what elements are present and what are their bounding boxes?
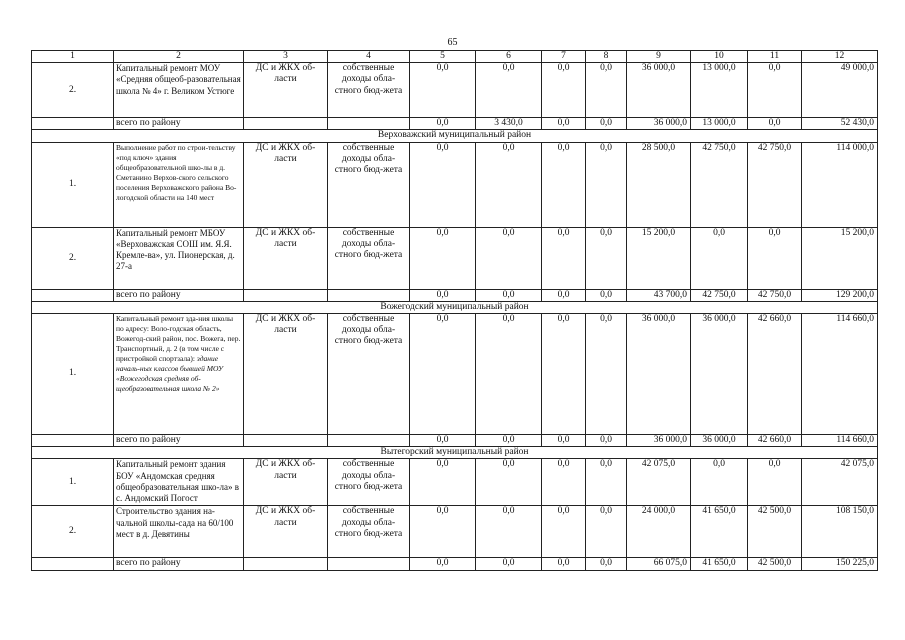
column-number: 2 — [114, 51, 244, 63]
row-number: 1. — [32, 459, 114, 506]
value-cell: 0,0 — [410, 227, 476, 289]
value-cell: 0,0 — [410, 314, 476, 435]
value-cell: 0,0 — [410, 63, 476, 118]
value-cell: 0,0 — [410, 459, 476, 506]
column-number-header-row — [32, 51, 878, 63]
total-value-cell: 41 650,0 — [691, 558, 748, 570]
value-cell: 36 000,0 — [691, 314, 748, 435]
total-value-cell: 0,0 — [410, 558, 476, 570]
column-number: 4 — [328, 51, 410, 63]
value-cell: 114 000,0 — [802, 142, 878, 227]
district-total-row — [32, 558, 878, 570]
value-cell: 42 500,0 — [748, 506, 802, 558]
row-number: 1. — [32, 142, 114, 227]
value-cell: 15 200,0 — [627, 227, 691, 289]
district-header-row — [32, 301, 878, 313]
value-cell: 0,0 — [410, 506, 476, 558]
object-row — [32, 227, 878, 289]
total-value-cell: 36 000,0 — [691, 435, 748, 447]
total-value-cell: 0,0 — [542, 289, 586, 301]
column-number: 3 — [244, 51, 328, 63]
value-cell: 13 000,0 — [691, 63, 748, 118]
total-value-cell: 0,0 — [586, 289, 627, 301]
district-total-row — [32, 435, 878, 447]
total-value-cell: 42 660,0 — [748, 435, 802, 447]
value-cell: 42 075,0 — [802, 459, 878, 506]
empty-cell — [32, 558, 114, 570]
total-value-cell: 0,0 — [586, 118, 627, 130]
total-value-cell: 52 430,0 — [802, 118, 878, 130]
value-cell: 0,0 — [586, 506, 627, 558]
total-value-cell: 114 660,0 — [802, 435, 878, 447]
customer-cell: ДС и ЖКХ об-ласти — [244, 142, 328, 227]
value-cell: 0,0 — [748, 227, 802, 289]
funding-source-cell: собственные доходы обла-стного бюд-жета — [328, 227, 410, 289]
empty-cell — [32, 435, 114, 447]
value-cell: 36 000,0 — [627, 63, 691, 118]
value-cell: 0,0 — [542, 63, 586, 118]
value-cell: 42 660,0 — [748, 314, 802, 435]
total-value-cell: 150 225,0 — [802, 558, 878, 570]
value-cell: 49 000,0 — [802, 63, 878, 118]
budget-table — [31, 50, 878, 571]
page-number: 65 — [447, 37, 458, 48]
value-cell: 0,0 — [691, 459, 748, 506]
column-number: 7 — [542, 51, 586, 63]
value-cell: 108 150,0 — [802, 506, 878, 558]
value-cell: 42 750,0 — [691, 142, 748, 227]
total-value-cell: 0,0 — [410, 435, 476, 447]
empty-cell — [328, 118, 410, 130]
value-cell: 0,0 — [476, 506, 542, 558]
column-number: 8 — [586, 51, 627, 63]
value-cell: 0,0 — [586, 314, 627, 435]
object-row — [32, 459, 878, 506]
object-name: Строительство здания на-чальной школы-сада на 60/100 мест в д. Девятины — [116, 506, 234, 539]
customer-cell: ДС и ЖКХ об-ласти — [244, 227, 328, 289]
value-cell: 0,0 — [542, 227, 586, 289]
value-cell: 0,0 — [586, 63, 627, 118]
value-cell: 0,0 — [748, 459, 802, 506]
row-number: 1. — [32, 314, 114, 435]
value-cell: 0,0 — [586, 142, 627, 227]
value-cell: 24 000,0 — [627, 506, 691, 558]
value-cell: 0,0 — [748, 63, 802, 118]
total-value-cell: 0,0 — [586, 435, 627, 447]
object-name: Капитальный ремонт МБОУ «Верховажская СОШ им. Я.Я. Кремле-ва», ул. Пионерская, д. 27-а — [116, 227, 235, 272]
value-cell: 0,0 — [476, 459, 542, 506]
object-name: Капитальный ремонт зда-ния школы по адресу: Воло-годская область, Вожегод-ский район, пос. Вожега, пер. Транспортный, д. 2 (в том числе с пристройкой спортзала): — [116, 314, 241, 364]
empty-cell — [244, 118, 328, 130]
value-cell: 0,0 — [586, 459, 627, 506]
value-cell: 0,0 — [476, 314, 542, 435]
empty-cell — [32, 289, 114, 301]
value-cell: 15 200,0 — [802, 227, 878, 289]
total-value-cell: 36 000,0 — [627, 118, 691, 130]
total-value-cell: 42 750,0 — [748, 289, 802, 301]
total-value-cell: 0,0 — [542, 435, 586, 447]
total-value-cell: 43 700,0 — [627, 289, 691, 301]
value-cell: 0,0 — [542, 142, 586, 227]
object-row — [32, 142, 878, 227]
funding-source-cell: собственные доходы обла-стного бюд-жета — [328, 142, 410, 227]
value-cell: 42 075,0 — [627, 459, 691, 506]
value-cell: 42 750,0 — [748, 142, 802, 227]
customer-cell: ДС и ЖКХ об-ласти — [244, 314, 328, 435]
total-label: всего по району — [114, 558, 244, 570]
object-name-cell — [114, 459, 244, 506]
object-name-cell — [114, 142, 244, 227]
object-name-cell — [114, 314, 244, 435]
funding-source-cell: собственные доходы обла-стного бюд-жета — [328, 314, 410, 435]
row-number: 2. — [32, 63, 114, 118]
empty-cell — [244, 289, 328, 301]
district-name: Вытегорский муниципальный район — [32, 447, 878, 459]
object-name-cell — [114, 227, 244, 289]
column-number: 12 — [802, 51, 878, 63]
total-value-cell: 0,0 — [410, 118, 476, 130]
value-cell: 41 650,0 — [691, 506, 748, 558]
total-value-cell: 0,0 — [586, 558, 627, 570]
object-name-cell — [114, 506, 244, 558]
value-cell: 28 500,0 — [627, 142, 691, 227]
funding-source-cell: собственные доходы обла-стного бюд-жета — [328, 63, 410, 118]
district-header-row — [32, 447, 878, 459]
customer-cell: ДС и ЖКХ об-ласти — [244, 459, 328, 506]
district-name: Верховажский муниципальный район — [32, 130, 878, 142]
row-number: 2. — [32, 227, 114, 289]
object-name-italic: здание началь-ных классов бывшей МОУ «Вожегодская средняя об-щеобразовательная школа № 2» — [116, 354, 224, 394]
funding-source-cell: собственные доходы обла-стного бюд-жета — [328, 506, 410, 558]
column-number: 11 — [748, 51, 802, 63]
total-value-cell: 42 750,0 — [691, 289, 748, 301]
total-value-cell: 0,0 — [542, 118, 586, 130]
total-value-cell: 129 200,0 — [802, 289, 878, 301]
total-label: всего по району — [114, 118, 244, 130]
object-row — [32, 63, 878, 118]
column-number: 9 — [627, 51, 691, 63]
total-label: всего по району — [114, 435, 244, 447]
district-name: Вожегодский муниципальный район — [32, 301, 878, 313]
empty-cell — [244, 435, 328, 447]
object-name-cell — [114, 63, 244, 118]
value-cell: 0,0 — [542, 314, 586, 435]
empty-cell — [244, 558, 328, 570]
district-header-row — [32, 130, 878, 142]
column-number: 5 — [410, 51, 476, 63]
object-name: Капитальный ремонт здания БОУ «Андомская средняя общеобразовательная шко-ла» в с. Андомский Погост — [116, 459, 240, 504]
total-value-cell: 0,0 — [476, 289, 542, 301]
column-number: 10 — [691, 51, 748, 63]
empty-cell — [328, 435, 410, 447]
column-number: 6 — [476, 51, 542, 63]
value-cell: 0,0 — [476, 142, 542, 227]
value-cell: 0,0 — [476, 63, 542, 118]
value-cell: 114 660,0 — [802, 314, 878, 435]
empty-cell — [32, 118, 114, 130]
empty-cell — [328, 558, 410, 570]
value-cell: 0,0 — [410, 142, 476, 227]
total-value-cell: 0,0 — [542, 558, 586, 570]
object-name: Выполнение работ по строи-тельству «под ключ» здания общеобразовательной шко-лы в д. Сметанино Верхов-ского сельского поселения Верховажского района Во-логодской области на 140 мест — [116, 142, 237, 202]
funding-source-cell: собственные доходы обла-стного бюд-жета — [328, 459, 410, 506]
empty-cell — [328, 289, 410, 301]
total-value-cell: 0,0 — [476, 558, 542, 570]
object-row — [32, 506, 878, 558]
total-value-cell: 0,0 — [748, 118, 802, 130]
total-value-cell: 13 000,0 — [691, 118, 748, 130]
value-cell: 0,0 — [542, 459, 586, 506]
total-value-cell: 0,0 — [476, 435, 542, 447]
customer-cell: ДС и ЖКХ об-ласти — [244, 506, 328, 558]
value-cell: 0,0 — [542, 506, 586, 558]
column-number: 1 — [32, 51, 114, 63]
object-name: Капитальный ремонт МОУ «Средняя общеоб-разовательная школа № 4» г. Великом Устюге — [116, 63, 241, 96]
value-cell: 36 000,0 — [627, 314, 691, 435]
district-total-row — [32, 289, 878, 301]
total-value-cell: 36 000,0 — [627, 435, 691, 447]
total-value-cell: 42 500,0 — [748, 558, 802, 570]
district-total-row — [32, 118, 878, 130]
total-label: всего по району — [114, 289, 244, 301]
row-number: 2. — [32, 506, 114, 558]
object-row — [32, 314, 878, 435]
total-value-cell: 0,0 — [410, 289, 476, 301]
total-value-cell: 66 075,0 — [627, 558, 691, 570]
value-cell: 0,0 — [476, 227, 542, 289]
total-value-cell: 3 430,0 — [476, 118, 542, 130]
customer-cell: ДС и ЖКХ об-ласти — [244, 63, 328, 118]
value-cell: 0,0 — [691, 227, 748, 289]
value-cell: 0,0 — [586, 227, 627, 289]
